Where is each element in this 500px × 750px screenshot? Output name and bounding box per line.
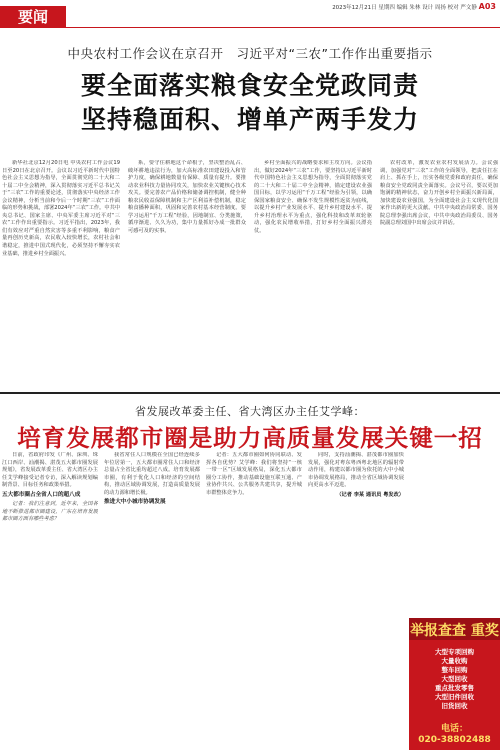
ad-item: 重点批发零售 (435, 684, 474, 692)
ad-item: 旧货回收 (441, 702, 468, 710)
ad-item: 整车回购 (441, 666, 468, 674)
ad-item: 大型专项回购 (435, 648, 474, 656)
article2-col1 (2, 452, 98, 750)
article1-col3-text: 乡村全面振兴的战略要求和主攻方向。会议指出，做好2024年“三农”工作，要坚持以习近平新时代中国特色社会主义思想为指导，全面贯彻落实党的二十大和二十届二中全会精神，锚定建设农业强国目标，以学习运用“千万工程”经验为引领，以确保国家粮食安全、确保不发生规模性返贫为底线，以提升乡村产业发展水平、提升乡村建设水平、提升乡村治理水平为重点，强化科技和改革双轮驱动，强化农民增收举措，打好乡村全面振兴漂亮仗。 (254, 160, 372, 234)
advertisement[interactable] (409, 618, 500, 750)
ad-item: 大型旧件回收 (435, 693, 474, 701)
article2-kicker: 省发展改革委主任、省大湾区办主任艾学峰： (135, 405, 365, 418)
article2-col3-text: 记者：五大都市圈如何协同联动、发挥各自优势？艾学峰：我们将坚持“一核一带一区”区域发展格局，深化五大都市圈分工协作，推动基础设施互联互通、产业协作共兴、公共服务共建共享，提升城市群整体竞争力。 (206, 452, 302, 496)
article2-headline: 培育发展都市圈是助力高质量发展关键一招 (17, 424, 483, 452)
article2-col3 (206, 452, 302, 750)
masthead-meta: 2023年12月21日 星期四 编辑 朱林 设计 周扬 校对 严文静 (332, 5, 477, 11)
article1-col1 (2, 160, 120, 386)
article2-col1-text: 日前，省政府印发《广州、深圳、珠江口西岸、汕潮揭、湛茂五大都市圈发展规划》，省发展改革委主任、省大湾区办主任艾学峰接受记者专访，深入解读规划编制背景、目标任务和政策举措。 (2, 452, 98, 489)
article2-subhead-2: 推进大中小城市协调发展 (104, 499, 166, 506)
section-divider (0, 392, 500, 394)
ad-item: 大型回收 (441, 675, 468, 683)
article1-col2 (128, 160, 246, 386)
ad-phone-number[interactable]: 020-38802488 (418, 735, 491, 745)
article1-col4 (380, 160, 498, 386)
article2-source: （记者 李某 通讯员 粤发改） (336, 491, 404, 498)
article2-lead: 记者：我们注意到，近年来，全国各地不断推进都市圈建设，广东在培育发展都市圈方面有哪些考虑？ (2, 501, 98, 523)
article1-col4-text: 农村改革，激发农业农村发展活力。会议强调，加强党对“三农”工作的全面领导，把责任扛在肩上、抓在手上，压实各级党委和政府责任，确保粮食安全党政同责全面落实。会议号召，要以更加饱满的精神状态，奋力开创乡村全面振兴新局面，加快建设农业强国，为全面建设社会主义现代化国家作出新的更大贡献。中共中央政治局常委、国务院总理李强出席会议，中共中央政治局委员、国务院副总理刘国中出席会议并讲话。 (380, 160, 498, 227)
article1-kicker: 中央农村工作会议在京召开 习近平对“三农”工作作出重要指示 (67, 46, 433, 61)
ad-phone-label: 电话： (440, 724, 468, 734)
article2-col4-text: 同时，支持汕潮揭、湛茂都市圈加快发展，强化对粤东粤西粤北地区的辐射带动作用，构建以都市圈为依托的大中小城市协调发展格局，推动全省区域协调发展向更高水平迈进。 (308, 452, 404, 489)
article2-col2-text: 我省常住人口规模在全国已经连续多年位居第一，五大都市圈常住人口和经济总量占全省比重均超过八成。培育发展都市圈，有利于优化人口和经济的空间结构，推动区域协调发展，打造高质量发展的动力源和增长极。 (104, 452, 200, 496)
article2-col4 (308, 452, 404, 750)
top-rule (66, 27, 500, 28)
ad-item: 大量收购 (441, 657, 468, 665)
article2-subhead-1: 五大都市圈占全省人口的超八成 (2, 491, 81, 498)
ad-title: 举报查查 重奖 (410, 623, 499, 639)
article1-headline-line2: 坚持稳面积、增单产两手发力 (80, 105, 419, 134)
ad-service-list (413, 648, 496, 711)
article1-headline-line1: 要全面落实粮食安全党政同责 (80, 71, 419, 100)
page-number: A03 (478, 2, 496, 11)
article1-col2-text: 系，要守住耕地这个命根子，坚决整治乱占、破坏耕地违法行为，加大高标准农田建设投入和管护力度，确保耕地数量有保障、质量有提升。要推动农业科技力量协同攻关，加快农业关键核心技术攻关。要完善农产品价格和储备调控机制，健全种粮农民收益保障机制和主产区利益补偿机制，稳定粮食播种面积，巩固和完善农村基本经营制度。要学习运用“千万工程”经验，因地制宜、分类施策，循序渐进、久久为功，集中力量抓好办成一批群众可感可及的实事。 (128, 160, 246, 234)
section-tab: 要闻 (0, 6, 66, 28)
masthead-info (332, 2, 496, 11)
article2-col2 (104, 452, 200, 750)
article1-col3 (254, 160, 372, 386)
masthead (0, 0, 500, 24)
article1-col1-text: 新华社北京12月20日电 中央农村工作会议19日至20日在北京召开。会议以习近平新时代中国特色社会主义思想为指导，全面贯彻党的二十大和二十届二中全会精神，深入贯彻落实习近平总书记关于“三农”工作的重要论述，贯彻落实中央经济工作会议精神，分析当前和今后一个时期“三农”工作面临的形势和挑战，部署2024年“三农”工作。中共中央总书记、国家主席、中央军委主席习近平对“三农”工作作出重要指示。习近平指出，2023年，我们有效应对严重自然灾害等多重不利影响，粮食产量再创历史新高，农民收入较快增长，农村社会和谐稳定，推进中国式现代化，必须坚持不懈夯实农业基础，推进乡村全面振兴。 (2, 160, 120, 257)
article1-body (2, 160, 498, 386)
